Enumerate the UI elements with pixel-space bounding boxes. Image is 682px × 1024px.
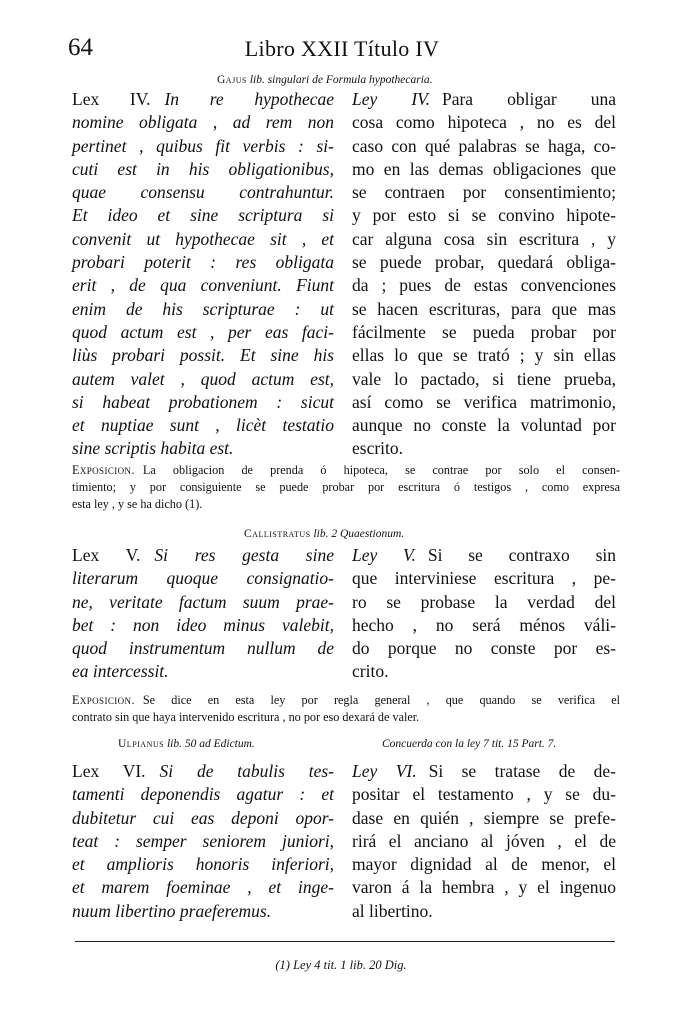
latin-text-lex-iv: Lex IV. In re hypothecae nomine obligata , ad rem non pertinet , quibus fit verbis : si- cuti est in his obligationibus, quae consensu contrahuntur. Et ideo et sine scriptura si convenit ut hypothecae sit , et probari poterit : res obligata erit , de qua conveniunt. Fiunt enim de his scripturae : ut quod actum est , per eas faci- liùs probari possit. Et sine his autem valet , quod actum est, si habeat probationem : sicut et nuptiae sunt , licèt testatio sine scriptis habita est. [72,89,334,459]
lex-label: Lex IV. [72,89,151,109]
spanish-text-ley-iv: Ley IV. Para obligar una cosa como hipoteca , no es del caso con qué palabras se haga, co- mo en las demas obligaciones que se contraen por consentimiento; y por esto si se convino hipote- car alguna cosa sin escritura , y se puede probar, quedará obliga- da ; pues de estas convenciones se hacen escrituras, para que mas fácilmente se pueda probar por ellas lo que se trató ; y sin ellas vale lo pactado, si tiene prueba, así como se verifica matrimonio, aunque no conste la voluntad por escrito. [352,89,617,459]
exposicion-label: Exposicion. [72,463,135,477]
exposicion-lex-iv: Exposicion. La obligacion de prenda ó hipoteca, se contrae por solo el consen- timiento; y por consiguiente se puede probar por escritura ó testigos , como expresa esta ley , y se ha dicho (1). [72,463,620,511]
page-header [68,34,616,68]
ley-label: Ley V. [352,545,416,565]
concordance-note: Concuerda con la ley 7 tit. 15 Part. 7. [382,738,557,750]
lex-label: Lex VI. [72,761,146,781]
source-citation-callistratus: Callistratus lib. 2 Quaestionum. [244,528,405,540]
lex-label: Lex V. [72,545,141,565]
ley-label: Ley IV. [352,89,430,109]
footnote: (1) Ley 4 tit. 1 lib. 20 Dig. [275,958,407,972]
latin-text-lex-vi: Lex VI. Si de tabulis tes- tamenti deponendis agatur : et dubitetur cui eas deponi opor- teat : semper seniorem juniori, et amplioris honoris inferiori, et marem foeminae , et inge- nuum libertino praeferemus. [72,761,335,921]
page-number: 64 [68,34,93,61]
exposicion-label: Exposicion. [72,693,135,707]
ley-label: Ley VI. [352,761,417,781]
spanish-text-ley-vi: Ley VI. Si se tratase de de- positar el testamento , y se du- dase en quién , siempre se prefe- rirá el anciano al jóven , el de mayor dignidad al de menor, el varon á la hembra , y el ingenuo al libertino. [352,761,616,921]
source-citation-ulpianus: Ulpianus lib. 50 ad Edictum. [118,738,255,750]
latin-text-lex-v: Lex V. Si res gesta sine literarum quoque consignatio- ne, veritate factum suum prae- bet : non ideo minus valebit, quod instrumentum nullum de ea intercessit. [72,545,334,682]
footnote-rule [75,941,615,942]
source-citation-gajus: Gajus lib. singulari de Formula hypothecaria. [217,74,433,86]
spanish-text-ley-v: Ley V. Si se contraxo sin que interviniese escritura , pe- ro se probase la verdad del hecho , no será ménos váli- do porque no conste por es- crito. [352,545,616,682]
running-title: Libro XXII Título IV [244,36,440,61]
exposicion-lex-v: Exposicion. Se dice en esta ley por regla general , que quando se verifica el contrato sin que haya intervenido escritura , no por eso dexará de valer. [72,693,620,724]
